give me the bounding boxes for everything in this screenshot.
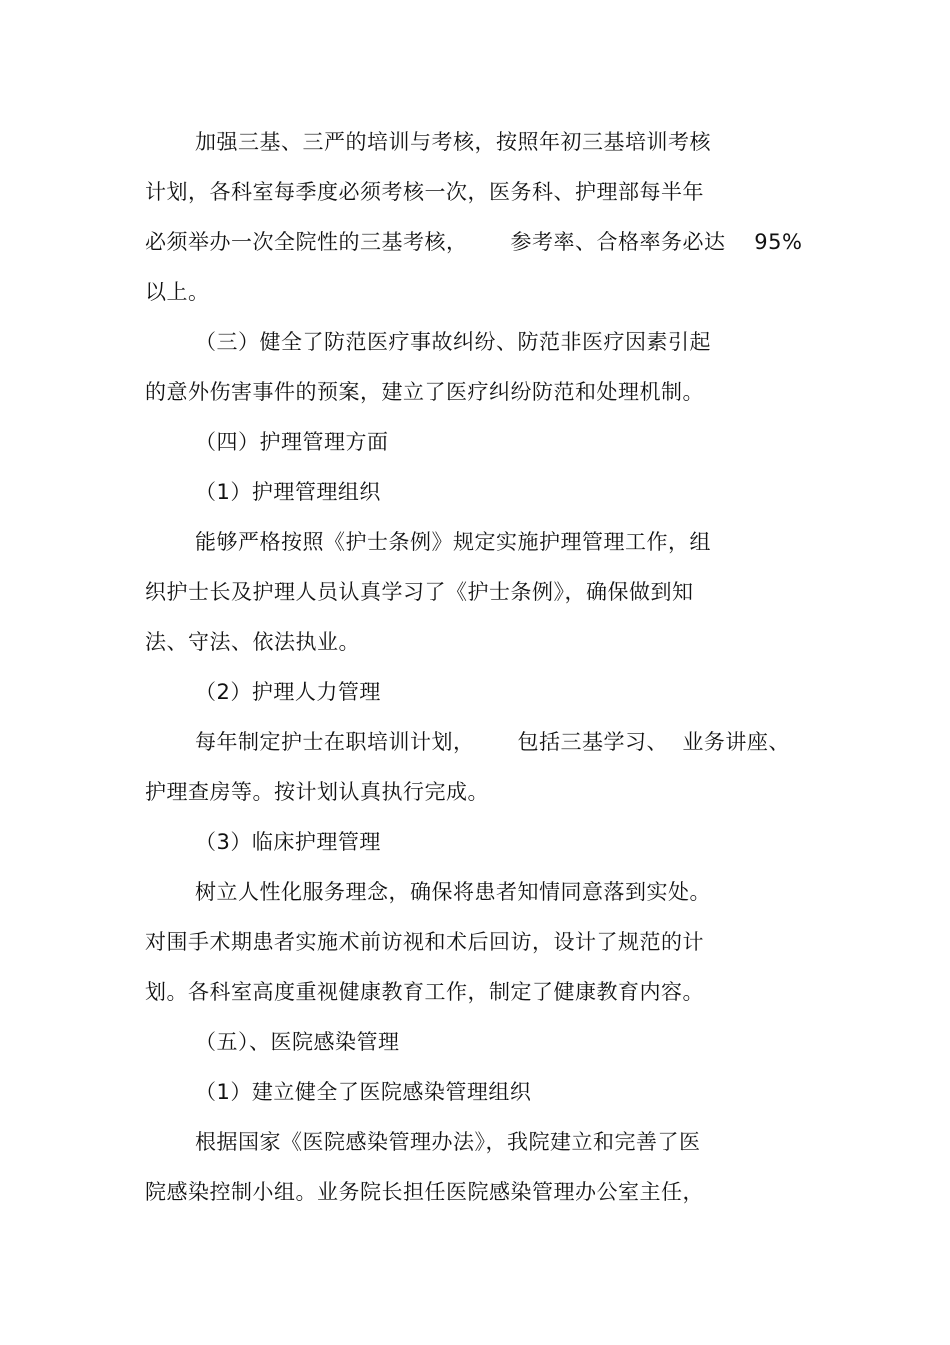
text-line-6: 的意外伤害事件的预案，建立了医疗纠纷防范和处理机制。 <box>145 380 704 404</box>
text-line-18: 划。各科室高度重视健康教育工作，制定了健康教育内容。 <box>145 980 704 1004</box>
text-line-21: 根据国家《医院感染管理办法》，我院建立和完善了医 <box>195 1130 701 1154</box>
text-line-20: （1）建立健全了医院感染管理组织 <box>195 1080 532 1104</box>
text-line-16: 树立人性化服务理念，确保将患者知情同意落到实处。 <box>195 880 711 904</box>
text-line-15: （3）临床护理管理 <box>195 830 381 854</box>
text-line-7: （四）护理管理方面 <box>195 430 389 454</box>
text-line-17: 对围手术期患者实施术前访视和术后回访，设计了规范的计 <box>145 930 704 954</box>
text-line-2: 计划，各科室每季度必须考核一次，医务科、护理部每半年 <box>145 180 704 204</box>
text-line-8: （1）护理管理组织 <box>195 480 381 504</box>
text-line-9: 能够严格按照《护士条例》规定实施护理管理工作，组 <box>195 530 711 554</box>
text-line-11: 法、守法、依法执业。 <box>145 630 360 654</box>
text-line-12: （2）护理人力管理 <box>195 680 381 704</box>
text-line-1: 加强三基、三严的培训与考核，按照年初三基培训考核 <box>195 130 711 154</box>
text-line-22: 院感染控制小组。业务院长担任医院感染管理办公室主任， <box>145 1180 704 1204</box>
text-line-10: 织护士长及护理人员认真学习了《护士条例》，确保做到知 <box>145 580 694 604</box>
text-line-3: 必须举办一次全院性的三基考核， 参考率、合格率务必达 95% <box>145 230 803 254</box>
text-line-5: （三）健全了防范医疗事故纠纷、防范非医疗因素引起 <box>195 330 711 354</box>
text-line-19: （五）、医院感染管理 <box>195 1030 400 1054</box>
text-line-4: 以上。 <box>145 280 210 304</box>
text-line-14: 护理查房等。按计划认真执行完成。 <box>145 780 489 804</box>
text-line-13: 每年制定护士在职培训计划， 包括三基学习、 业务讲座、 <box>195 730 790 754</box>
